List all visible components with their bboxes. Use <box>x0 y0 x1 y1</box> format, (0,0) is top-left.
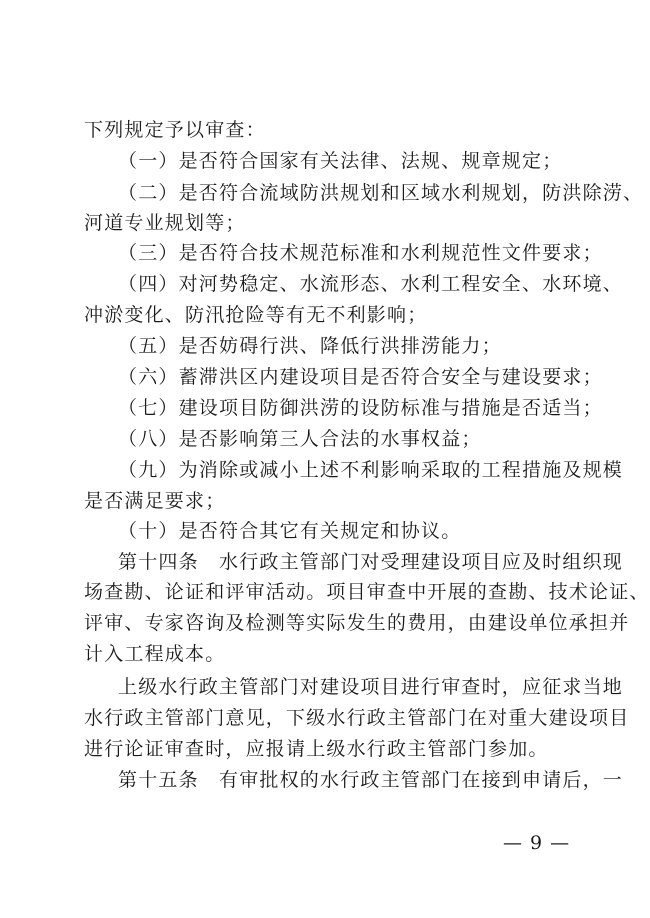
text-line: （一）是否符合国家有关法律、法规、规章规定； <box>118 150 563 172</box>
text-line: （七）建设项目防御洪涝的设防标准与措施是否适当； <box>118 397 603 419</box>
text-line: 上级水行政主管部门对建设项目进行审查时，应征求当地 <box>118 676 624 698</box>
text-line: 水行政主管部门意见，下级水行政主管部门在对重大建设项目 <box>84 707 630 729</box>
text-line: （九）为消除或减小上述不利影响采取的工程措施及规模 <box>118 459 624 481</box>
text-line: 第十五条 有审批权的水行政主管部门在接到申请后，一 <box>118 769 624 791</box>
text-line: （三）是否符合技术规范标准和水利规范性文件要求； <box>118 242 603 264</box>
text-line: 进行论证审查时，应报请上级水行政主管部门参加。 <box>84 738 549 760</box>
text-line: 是否满足要求； <box>84 490 226 512</box>
text-line: 评审、专家咨询及检测等实际发生的费用，由建设单位承担并 <box>84 612 630 634</box>
text-line: （五）是否妨碍行洪、降低行洪排涝能力； <box>118 335 502 357</box>
text-line: 场查勘、论证和评审活动。项目审查中开展的查勘、技术论证、 <box>84 581 650 603</box>
text-line: （二）是否符合流域防洪规划和区域水利规划，防洪除涝、 <box>118 182 644 204</box>
page-number: — 9 — <box>503 832 571 854</box>
text-line: （四）对河势稳定、水流形态、水利工程安全、水环境、 <box>118 273 624 295</box>
text-line: 计入工程成本。 <box>84 643 226 665</box>
text-line: （六）蓄滞洪区内建设项目是否符合安全与建设要求； <box>118 366 603 388</box>
text-line: 下列规定予以审查： <box>84 119 266 141</box>
text-line: 河道专业规划等； <box>84 212 246 234</box>
text-line: 冲淤变化、防汛抢险等有无不利影响； <box>84 304 428 326</box>
text-line: （十）是否符合其它有关规定和协议。 <box>118 520 462 542</box>
text-line: 第十四条 水行政主管部门对受理建设项目应及时组织现 <box>118 551 624 573</box>
text-line: （八）是否影响第三人合法的水事权益； <box>118 428 482 450</box>
